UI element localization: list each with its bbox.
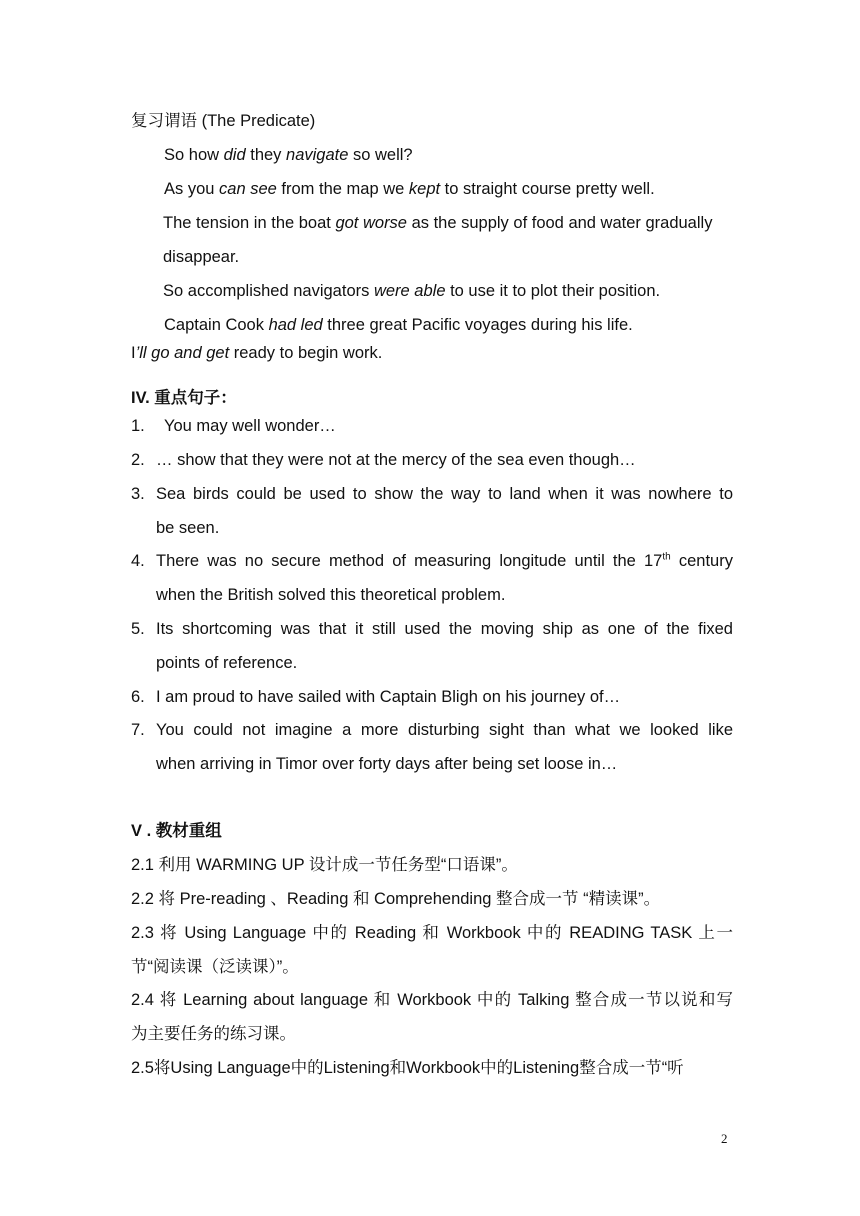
list-item-continuation: when the British solved this theoretical problem. [156,586,506,604]
predicate-sentence [131,343,382,363]
predicate-sentence [164,315,633,335]
sentence-text: The tension in the boat [163,214,336,232]
page-number: 2 [721,1131,728,1146]
predicate-sentence [164,145,413,165]
list-item-continuation: when arriving in Timor over forty days after being set loose in… [156,755,618,773]
reorganization-line: 2.5将Using Language中的Listening和Workbook中的Listening整合成一节“听 [131,1059,684,1077]
sentence-text: Captain Cook [164,316,269,334]
predicate-verb: were able [373,282,446,300]
predicate-verb: had led [268,316,323,334]
list-number: 7. [131,721,145,739]
reorganization-heading: V . 教材重组 [131,822,222,840]
sentence-text: from the map we [276,180,409,198]
sentence-text: As you [164,180,220,198]
list-number: 2. [131,451,145,469]
predicate-verb: navigate [286,146,349,164]
sentence-text: ready to begin work. [229,344,383,362]
reorganization-line: 2.4 将 Learning about language 和 Workbook 中的 Talking 整合成一节以说和写 [131,991,733,1009]
predicate-heading: 复习谓语 (The Predicate) [131,112,316,130]
list-item: You may well wonder… [164,417,336,435]
list-item: You could not imagine a more disturbing sight than what we looked like [156,721,733,739]
list-item: Its shortcoming was that it still used the moving ship as one of the fixed [156,620,733,638]
list-item: Sea birds could be used to show the way to land when it was nowhere to [156,485,733,503]
list-item-continuation: be seen. [156,519,220,537]
predicate-verb: did [223,146,246,164]
sentence-text: to straight course pretty well. [440,180,655,198]
sentence-text: disappear. [163,248,240,266]
sentence-text: they [245,146,287,164]
reorganization-line: 2.3 将 Using Language 中的 Reading 和 Workbook 中的 READING TASK 上一 [131,924,733,942]
list-item: … show that they were not at the mercy of the sea even though… [156,451,636,469]
reorganization-line: 2.2 将 Pre-reading 、Reading 和 Comprehending 整合成一节 “精读课”。 [131,890,661,908]
list-item: There was no secure method of measuring longitude until the 17th century [156,551,733,570]
sentence-text: three great Pacific voyages during his life. [322,316,633,334]
sentence-text: So accomplished navigators [163,282,374,300]
list-number: 3. [131,485,145,503]
sentence-text: to use it to plot their position. [445,282,661,300]
sentence-text: so well? [348,146,413,164]
predicate-verb: got worse [335,214,407,232]
sentence-text: So how [164,146,224,164]
key-sentences-heading: IV. 重点句子： [131,389,237,407]
predicate-verb: can see [219,180,277,198]
predicate-sentence [163,247,239,267]
reorganization-line: 为主要任务的练习课。 [131,1025,296,1043]
list-number: 6. [131,688,145,706]
reorganization-line: 2.1 利用 WARMING UP 设计成一节任务型“口语课”。 [131,856,518,874]
sentence-text: I [131,344,136,362]
predicate-sentence [163,213,712,233]
list-number: 5. [131,620,145,638]
list-number: 1. [131,417,145,435]
predicate-verb: kept [408,180,441,198]
reorganization-line: 节“阅读课（泛读课）”。 [131,958,299,976]
predicate-sentence [163,281,660,301]
predicate-sentence [164,179,655,199]
list-number: 4. [131,552,145,570]
sentence-text: as the supply of food and water gradually [407,214,713,232]
predicate-verb: ’ll go and get [135,344,230,362]
list-item: I am proud to have sailed with Captain Bligh on his journey of… [156,688,621,706]
list-item-continuation: points of reference. [156,654,298,672]
